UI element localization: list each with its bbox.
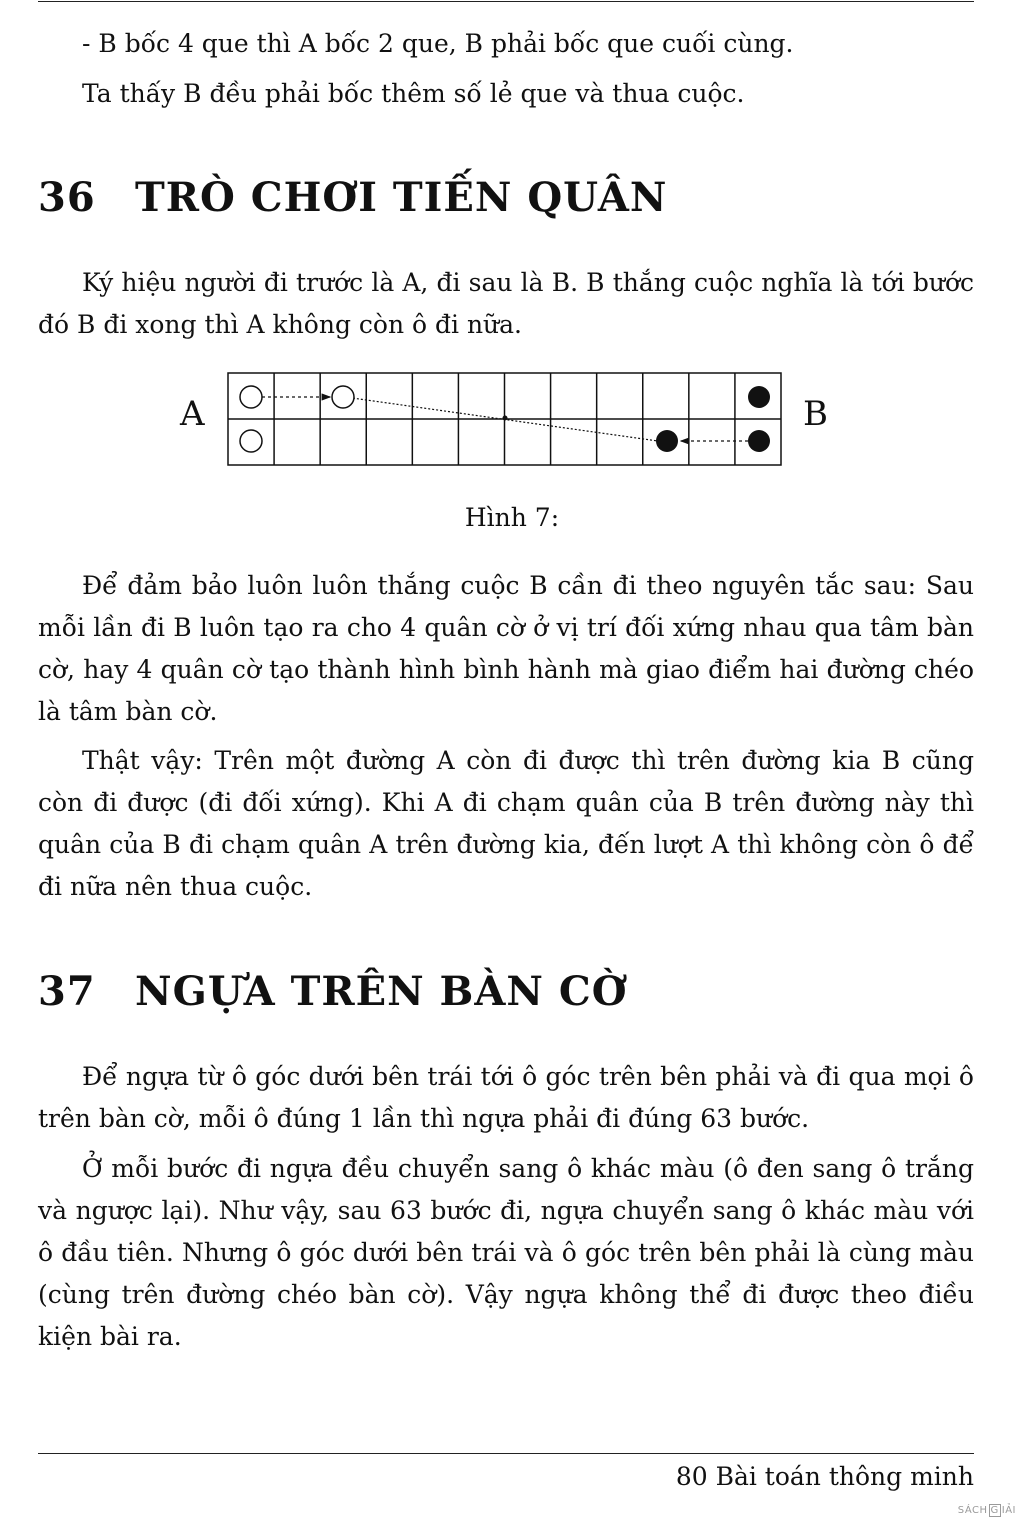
section-36-number: 36 (38, 174, 96, 221)
board-center-dot (503, 416, 508, 421)
watermark-text-right: IẢI (1001, 1505, 1016, 1516)
piece-a-white (240, 430, 262, 452)
figure-7 (0, 360, 1024, 480)
watermark-box: G (990, 1505, 999, 1516)
top-rule (38, 1, 974, 2)
piece-a-white (240, 386, 262, 408)
watermark-logo (958, 1504, 1016, 1517)
intro-line-2: Ta thấy B đều phải bốc thêm số lẻ que và thua cuộc. (82, 79, 745, 108)
section-37-paragraph-1: Để ngựa từ ô góc dưới bên trái tới ô góc trên bên phải và đi qua mọi ô trên bàn cờ, mỗi ô đúng 1 lần thì ngựa phải đi đúng 63 bước. (38, 1062, 974, 1133)
piece-b-black (656, 430, 678, 452)
section-37-heading (38, 968, 974, 1015)
section-36-title: TRÒ CHƠI TIẾN QUÂN (135, 174, 668, 221)
section-37-title: NGỰA TRÊN BÀN CỜ (135, 968, 628, 1015)
figure-label-b: B (803, 394, 828, 434)
section-36-paragraph-2: Để đảm bảo luôn luôn thắng cuộc B cần đi theo nguyên tắc sau: Sau mỗi lần đi B luôn tạo ra cho 4 quân cờ ở vị trí đối xứng nhau qua tâm bàn cờ, hay 4 quân cờ tạo thành hình bình hành mà giao điểm hai đường chéo là tâm bàn cờ. (38, 571, 974, 726)
footer-rule (38, 1453, 974, 1454)
intro-line-1: - B bốc 4 que thì A bốc 2 que, B phải bốc que cuối cùng. (82, 29, 794, 58)
section-37-number: 37 (38, 968, 96, 1015)
section-36-paragraph-1: Ký hiệu người đi trước là A, đi sau là B. B thắng cuộc nghĩa là tới bước đó B đi xong thì A không còn ô đi nữa. (38, 268, 974, 339)
footer-book-title: 80 Bài toán thông minh (675, 1462, 974, 1491)
section-36-heading (38, 174, 974, 221)
piece-a-white (332, 386, 354, 408)
figure-7-caption: Hình 7: (464, 503, 560, 532)
figure-label-a: A (180, 394, 205, 434)
section-36-paragraph-3: Thật vậy: Trên một đường A còn đi được thì trên đường kia B cũng còn đi được (đi đối xứng). Khi A đi chạm quân của B trên đường này thì quân của B đi chạm quân A trên đường kia, đến lượt A thì không còn ô để đi nữa nên thua cuộc. (38, 746, 974, 901)
piece-b-black (748, 430, 770, 452)
section-37-paragraph-2: Ở mỗi bước đi ngựa đều chuyển sang ô khác màu (ô đen sang ô trắng và ngược lại). Như vậy, sau 63 bước đi, ngựa chuyển sang ô khác màu với ô đầu tiên. Nhưng ô góc dưới bên trái và ô góc trên bên phải là cùng màu (cùng trên đường chéo bàn cờ). Vậy ngựa không thể đi được theo điều kiện bài ra. (38, 1154, 974, 1351)
watermark-text-left: SÁCH (957, 1505, 988, 1516)
piece-b-black (748, 386, 770, 408)
board-diagram (0, 360, 1024, 480)
